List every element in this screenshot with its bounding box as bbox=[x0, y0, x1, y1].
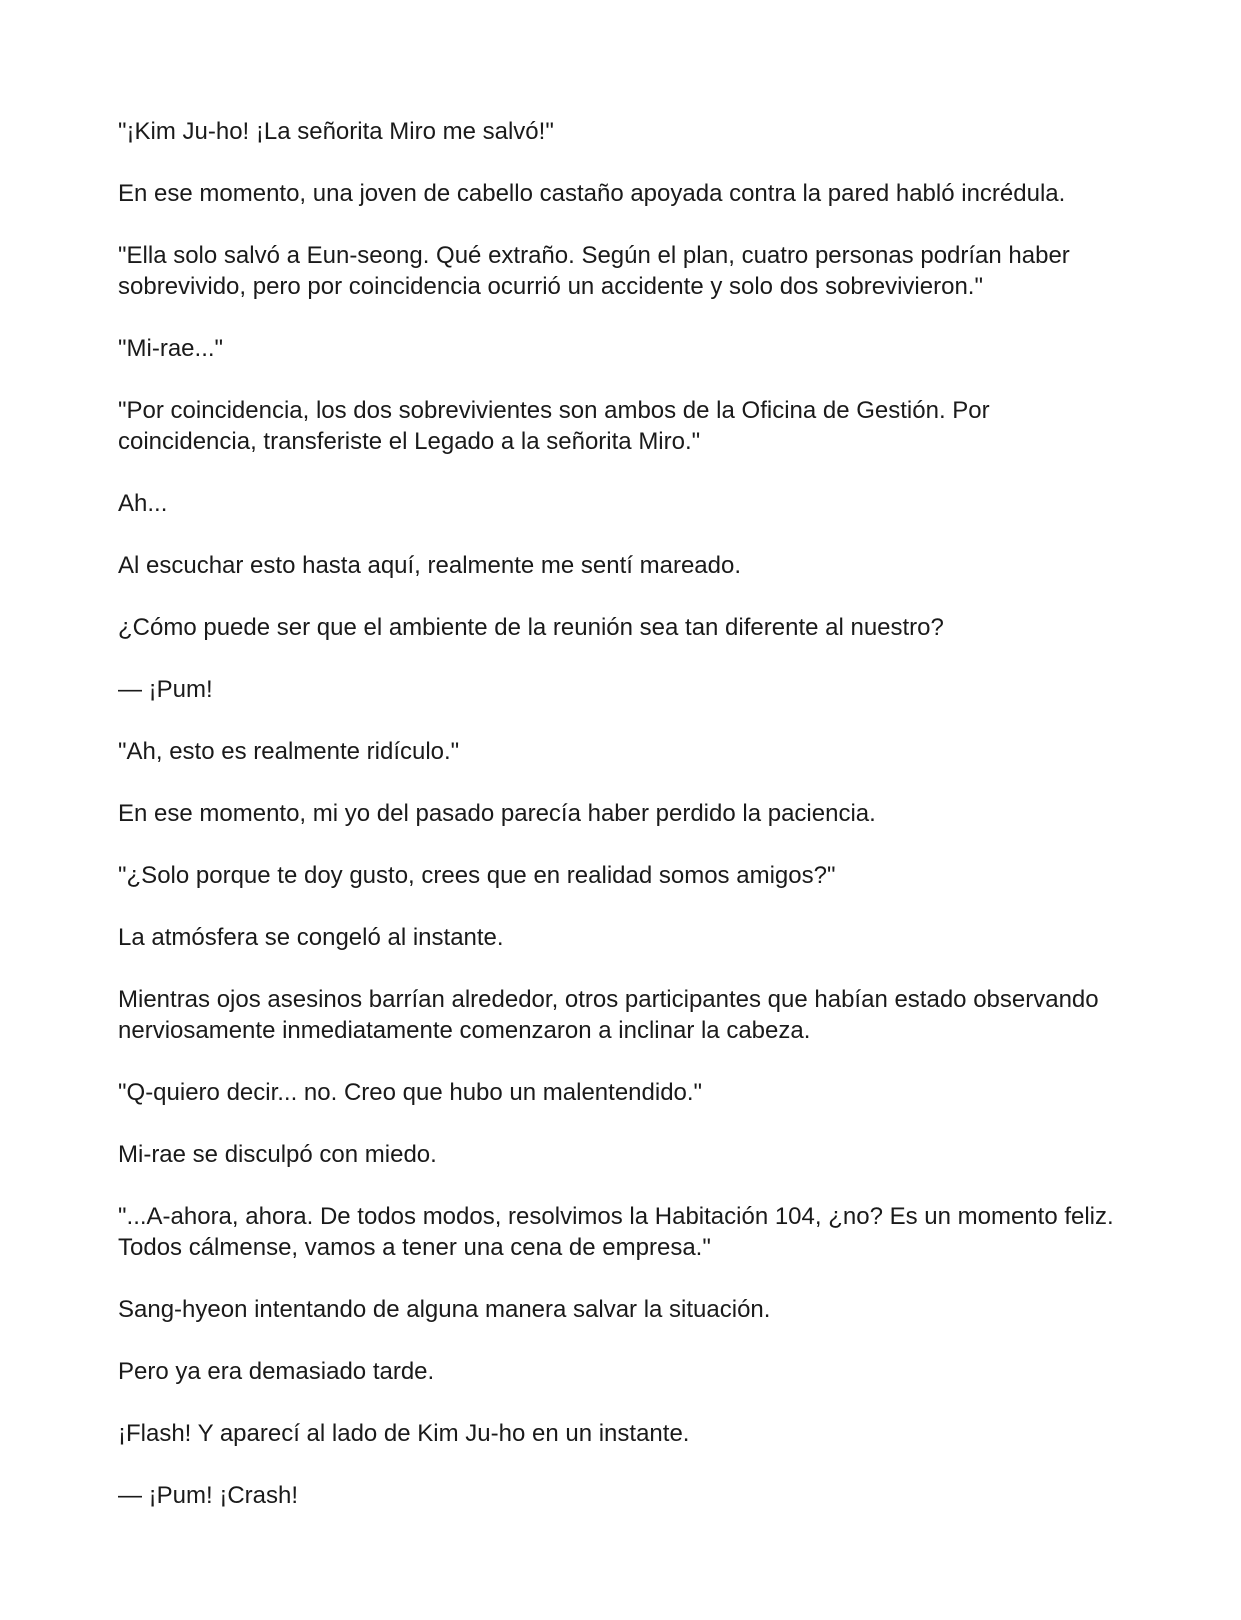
paragraph: "...A-ahora, ahora. De todos modos, resolvimos la Habitación 104, ¿no? Es un momento feliz. Todos cálmense, vamos a tener una cena de empresa." bbox=[118, 1203, 1114, 1261]
paragraph: "Por coincidencia, los dos sobrevivientes son ambos de la Oficina de Gestión. Por coincidencia, transferiste el Legado a la señorita Miro." bbox=[118, 397, 990, 455]
paragraph: "Mi-rae..." bbox=[118, 335, 224, 362]
paragraph: — ¡Pum! bbox=[118, 676, 213, 703]
paragraph: "¡Kim Ju-ho! ¡La señorita Miro me salvó!" bbox=[118, 118, 554, 145]
paragraph: En ese momento, mi yo del pasado parecía haber perdido la paciencia. bbox=[118, 800, 876, 827]
paragraph: En ese momento, una joven de cabello castaño apoyada contra la pared habló incrédula. bbox=[118, 180, 1066, 207]
paragraph: Mi-rae se disculpó con miedo. bbox=[118, 1141, 437, 1168]
paragraph: "Ella solo salvó a Eun-seong. Qué extraño. Según el plan, cuatro personas podrían haber sobrevivido, pero por coincidencia ocurrió un accidente y solo dos sobrevivieron." bbox=[118, 242, 1070, 300]
paragraph: Mientras ojos asesinos barrían alrededor, otros participantes que habían estado observando nerviosamente inmediatamente comenzaron a inclinar la cabeza. bbox=[118, 986, 1099, 1044]
paragraph: — ¡Pum! ¡Crash! bbox=[118, 1482, 299, 1509]
paragraph: Pero ya era demasiado tarde. bbox=[118, 1358, 435, 1385]
paragraph: "Q-quiero decir... no. Creo que hubo un malentendido." bbox=[118, 1079, 703, 1106]
paragraph: Al escuchar esto hasta aquí, realmente me sentí mareado. bbox=[118, 552, 742, 579]
paragraph: "¿Solo porque te doy gusto, crees que en realidad somos amigos?" bbox=[118, 862, 836, 889]
paragraph: "Ah, esto es realmente ridículo." bbox=[118, 738, 460, 765]
paragraph: Sang-hyeon intentando de alguna manera salvar la situación. bbox=[118, 1296, 771, 1323]
document-page bbox=[118, 116, 1128, 1542]
paragraph: La atmósfera se congeló al instante. bbox=[118, 924, 504, 951]
paragraph: ¿Cómo puede ser que el ambiente de la reunión sea tan diferente al nuestro? bbox=[118, 614, 944, 641]
paragraph: ¡Flash! Y aparecí al lado de Kim Ju-ho en un instante. bbox=[118, 1420, 690, 1447]
paragraph: Ah... bbox=[118, 490, 168, 517]
